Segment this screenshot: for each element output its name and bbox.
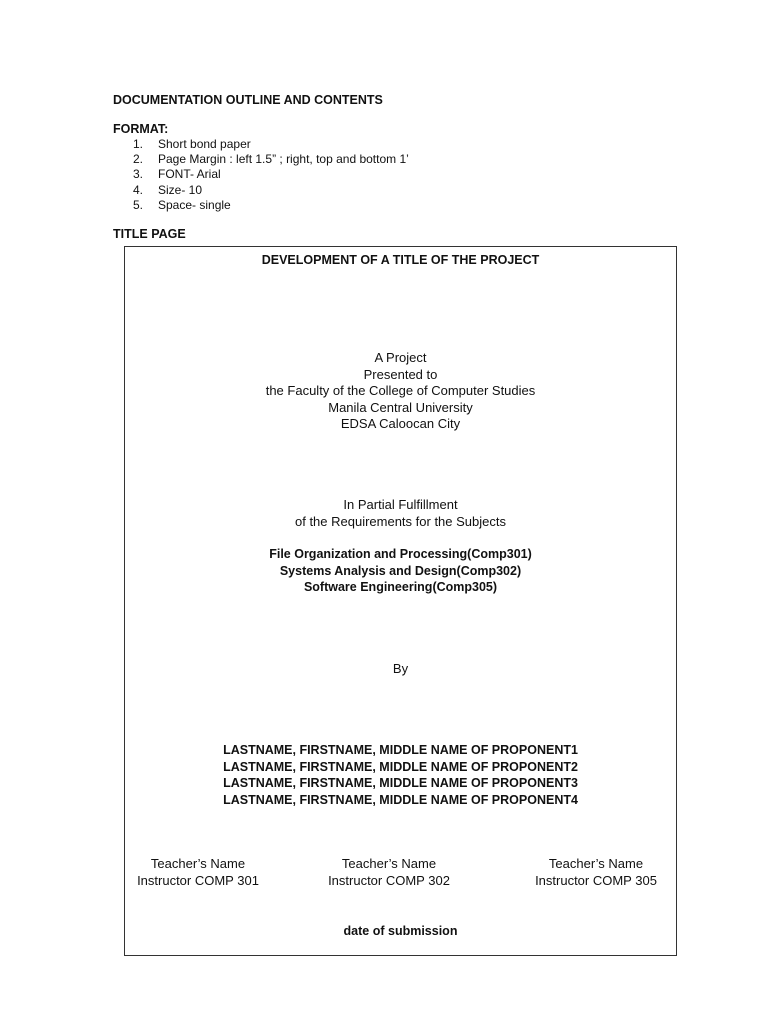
- format-item: [133, 167, 409, 182]
- format-item-text: FONT- Arial: [158, 167, 221, 182]
- teacher-role: Instructor COMP 305: [535, 872, 657, 888]
- format-item: [133, 152, 409, 167]
- presented-block: [125, 350, 676, 433]
- format-list: [133, 137, 409, 213]
- format-item: [133, 137, 409, 152]
- by-label: By: [392, 661, 409, 676]
- teacher-block: [133, 856, 263, 889]
- presented-line: Manila Central University: [328, 399, 473, 415]
- format-item-number: 5.: [133, 197, 144, 212]
- teacher-block: [528, 856, 664, 889]
- presented-line: the Faculty of the College of Computer Studies: [265, 383, 536, 398]
- proponent-line: LASTNAME, FIRSTNAME, MIDDLE NAME OF PROPONENT2: [223, 759, 578, 774]
- teacher-name: Teacher’s Name: [548, 856, 644, 871]
- subject-line: Software Engineering(Comp305): [303, 580, 498, 594]
- proponent-line: LASTNAME, FIRSTNAME, MIDDLE NAME OF PROPONENT1: [223, 743, 578, 757]
- format-item-text: Short bond paper: [158, 137, 251, 151]
- subject-line: File Organization and Processing(Comp301): [269, 547, 532, 561]
- fulfillment-line: In Partial Fulfillment: [343, 497, 458, 512]
- format-item-text: Space- single: [158, 197, 231, 212]
- format-item-number: 3.: [133, 167, 144, 182]
- presented-line: A Project: [374, 350, 427, 365]
- fulfillment-block: [125, 497, 676, 530]
- format-item-number: 2.: [133, 152, 144, 167]
- teacher-name: Teacher’s Name: [341, 856, 437, 871]
- proponent-line: LASTNAME, FIRSTNAME, MIDDLE NAME OF PROPONENT4: [223, 792, 578, 807]
- date-of-submission: date of submission: [343, 924, 458, 938]
- title-page-heading: TITLE PAGE: [113, 227, 186, 241]
- format-item-number: 1.: [133, 137, 144, 151]
- project-title: DEVELOPMENT OF A TITLE OF THE PROJECT: [261, 253, 540, 267]
- format-heading: FORMAT:: [113, 122, 169, 136]
- format-item: [133, 183, 409, 198]
- proponent-line: LASTNAME, FIRSTNAME, MIDDLE NAME OF PROPONENT3: [223, 776, 578, 790]
- format-item-text: Size- 10: [158, 182, 203, 197]
- proponents-block: [125, 742, 676, 808]
- teacher-role: Instructor COMP 302: [328, 872, 450, 888]
- format-item: [133, 198, 409, 213]
- teacher-name: Teacher’s Name: [150, 856, 246, 871]
- subjects-block: [125, 546, 676, 596]
- document-heading: DOCUMENTATION OUTLINE AND CONTENTS: [113, 93, 383, 107]
- fulfillment-line: of the Requirements for the Subjects: [294, 513, 506, 529]
- format-item-text: Page Margin : left 1.5” ; right, top and bottom 1’: [158, 152, 409, 167]
- subject-line: Systems Analysis and Design(Comp302): [279, 563, 522, 578]
- title-page-box: [124, 246, 677, 956]
- presented-line: EDSA Caloocan City: [340, 416, 461, 431]
- teacher-role: Instructor COMP 301: [137, 872, 259, 888]
- presented-line: Presented to: [363, 366, 438, 382]
- teacher-block: [324, 856, 454, 889]
- format-item-number: 4.: [133, 182, 144, 197]
